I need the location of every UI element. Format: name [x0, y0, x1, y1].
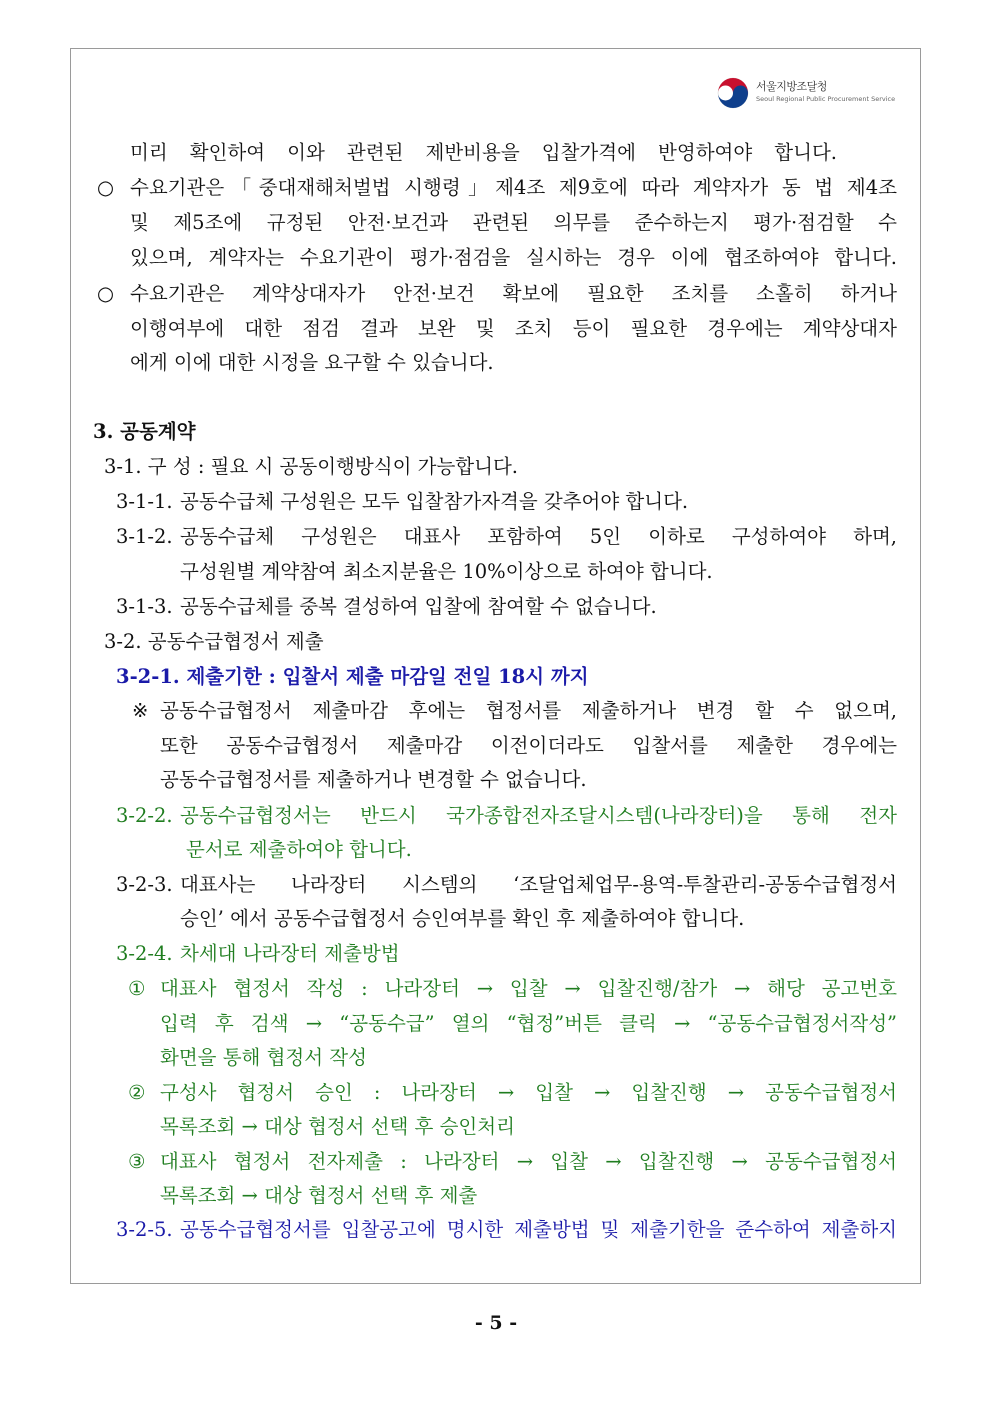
bullet2-line2: 이행여부에 대한 점검 결과 보완 및 조치 등이 필요한 경우에는 계약상대자	[130, 317, 897, 340]
bullet1-line1: 수요기관은「중대재해처벌법 시행령」제4조 제9호에 따라 계약자가 동 법 제4조	[130, 176, 897, 199]
item-3-2-3-line2: 승인’ 에서 공동수급협정서 승인여부를 확인 후 제출하여야 합니다.	[180, 907, 745, 930]
item-3-1: 3-1. 구 성 : 필요 시 공동이행방식이 가능합니다.	[104, 455, 518, 478]
agency-logo	[716, 76, 896, 112]
item-3-2-3-line1: 대표사는 나라장터 시스템의 ‘조달업체업무-용역-투찰관리-공동수급협정서	[180, 873, 897, 896]
prev-continuation-line: 미리 확인하여 이와 관련된 제반비용을 입찰가격에 반영하여야 합니다.	[130, 141, 837, 164]
bullet2-line3: 에게 이에 대한 시정을 요구할 수 있습니다.	[130, 351, 494, 374]
page-number: - 5 -	[474, 1312, 518, 1334]
bullet-marker: ○	[97, 282, 115, 305]
step1-line3: 화면을 통해 협정서 작성	[160, 1046, 367, 1069]
item-number: 3-2-2.	[116, 804, 173, 827]
item-number: 3-1-1.	[116, 490, 173, 513]
item-3-2: 3-2. 공동수급협정서 제출	[104, 630, 324, 653]
item-3-2-5: 공동수급협정서를 입찰공고에 명시한 제출방법 및 제출기한을 준수하여 제출하지	[180, 1218, 897, 1241]
item-3-1-2-line1: 공동수급체 구성원은 대표사 포함하여 5인 이하로 구성하여야 하며,	[180, 525, 897, 548]
bullet1-line2: 및 제5조에 규정된 안전·보건과 관련된 의무를 준수하는지 평가·점검할 수	[130, 211, 897, 234]
item-number: 3-1-2.	[116, 525, 173, 548]
logo-name: 서울지방조달청	[756, 80, 827, 93]
note-line2: 또한 공동수급협정서 제출마감 이전이더라도 입찰서를 제출한 경우에는	[160, 734, 897, 757]
item-3-2-4: 차세대 나라장터 제출방법	[180, 942, 400, 965]
item-number: 3-2-5.	[116, 1218, 173, 1241]
step-marker: ①	[128, 977, 146, 1000]
section-heading: 3. 공동계약	[93, 420, 196, 443]
step3-line2: 목록조회 → 대상 협정서 선택 후 제출	[160, 1184, 478, 1207]
item-3-2-2-line2: 문서로 제출하여야 합니다.	[186, 838, 412, 861]
step2-line1: 구성사 협정서 승인 : 나라장터 → 입찰 → 입찰진행 → 공동수급협정서	[160, 1081, 897, 1104]
item-3-1-3: 공동수급체를 중복 결성하여 입찰에 참여할 수 없습니다.	[180, 595, 657, 618]
bullet-marker: ○	[97, 176, 115, 199]
item-3-2-1: 3-2-1. 제출기한 : 입찰서 제출 마감일 전일 18시 까지	[116, 665, 589, 688]
step1-line2: 입력 후 검색 → “공동수급” 열의 “협정”버튼 클릭 → “공동수급협정서작성”	[160, 1012, 897, 1035]
note-marker: ※	[132, 699, 149, 722]
item-3-1-1: 공동수급체 구성원은 모두 입찰참가자격을 갖추어야 합니다.	[180, 490, 689, 513]
step3-line1: 대표사 협정서 전자제출 : 나라장터 → 입찰 → 입찰진행 → 공동수급협정서	[160, 1150, 897, 1173]
item-number: 3-2-4.	[116, 942, 173, 965]
step-marker: ③	[128, 1150, 146, 1173]
item-number: 3-2-3.	[116, 873, 173, 896]
note-line3: 공동수급협정서를 제출하거나 변경할 수 없습니다.	[160, 768, 587, 791]
bullet1-line3: 있으며, 계약자는 수요기관이 평가·점검을 실시하는 경우 이에 협조하여야 합니다.	[130, 246, 897, 269]
item-3-2-2-line1: 공동수급협정서는 반드시 국가종합전자조달시스템(나라장터)을 통해 전자	[180, 804, 897, 827]
item-3-1-2-line2: 구성원별 계약참여 최소지분율은 10%이상으로 하여야 합니다.	[180, 560, 713, 583]
step-marker: ②	[128, 1081, 146, 1104]
logo-subtitle: Seoul Regional Public Procurement Service	[756, 95, 896, 103]
step1-line1: 대표사 협정서 작성 : 나라장터 → 입찰 → 입찰진행/참가 → 해당 공고번호	[160, 977, 897, 1000]
taegeuk-emblem-icon	[716, 76, 750, 110]
bullet2-line1: 수요기관은 계약상대자가 안전·보건 확보에 필요한 조치를 소홀히 하거나	[130, 282, 897, 305]
item-number: 3-1-3.	[116, 595, 173, 618]
step2-line2: 목록조회 → 대상 협정서 선택 후 승인처리	[160, 1115, 515, 1138]
note-line1: 공동수급협정서 제출마감 후에는 협정서를 제출하거나 변경 할 수 없으며,	[160, 699, 897, 722]
